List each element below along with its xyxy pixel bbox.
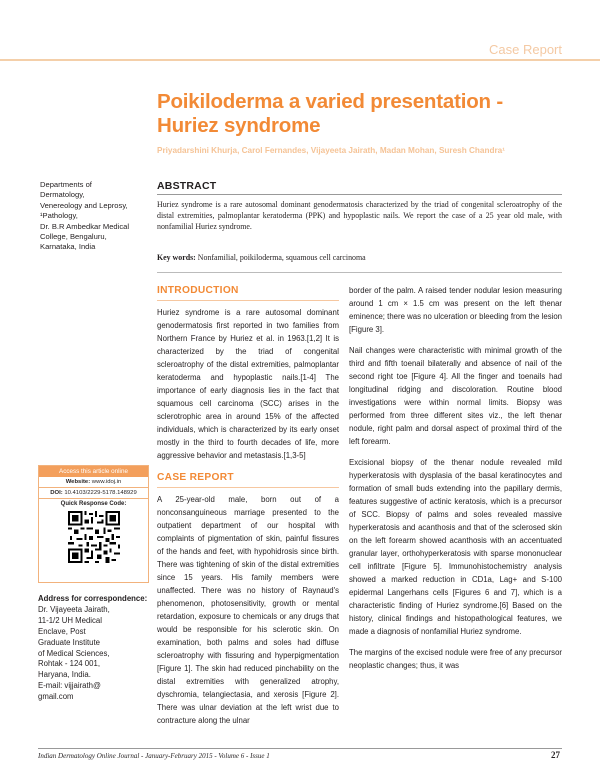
website-label: Website: (65, 479, 91, 485)
affiliation-line: Venereology and Leprosy, (40, 200, 128, 210)
footer-divider (38, 748, 562, 749)
doi-link[interactable]: 10.4103/2229-5178.148929 (62, 490, 137, 496)
doi-label: DOI: (50, 490, 63, 496)
keywords-values: Nonfamilial, poikiloderma, squamous cell carcinoma (195, 253, 366, 262)
right-text-column (349, 284, 562, 680)
case-report-heading: CASE REPORT (157, 472, 234, 483)
affiliation-line: Dermatology, (40, 190, 85, 200)
correspondence-line: Haryana, India. (38, 670, 91, 680)
case-report-column (157, 493, 339, 735)
affiliation-line: ¹Pathology, (40, 211, 78, 221)
journal-footer: Indian Dermatology Online Journal - January-February 2015 - Volume 6 - Issue 1 (38, 752, 270, 760)
case-report-divider (157, 487, 339, 488)
article-type-label: Case Report (489, 42, 562, 57)
affiliation-line: Departments of (40, 180, 92, 189)
correspondence-block (38, 594, 148, 703)
correspondence-line: Enclave, Post (38, 626, 86, 636)
access-online-box (38, 465, 149, 583)
introduction-paragraph: Huriez syndrome is a rare autosomal dominant genodermatosis first reported in two families from Northern France by Huriez et al. in 1963.[1,2] It is characterized by the triad of congenital scleroatrophy of the distal extremities, palmoplantar keratoderma and hypoplastic nails.[1-4] The importance of early diagnosis lies in the fact that squamous cell carcinoma (SCC) arises in the sclerotrophic area in around 15% of the affected individuals, which is characterized by its early onset mostly in the third to fourth decades of life, more aggressive behavior and metastasis.[1,3-5] (157, 308, 339, 460)
affiliation-line: Karnataka, India (40, 242, 96, 252)
body-paragraph: Excisional biopsy of the thenar nodule revealed mild hyperkeratosis with dysplasia of the basal keratinocytes and formation of small buds extending into the papillary dermis, features suggestive of actinic keratosis, which is a precursor of SCC. Biopsy of palms and soles revealed massive hyperkeratosis and acanthosis and that of the sclerosed skin on the left forearm showed acanthosis with an accentuated granular layer, orthohyperkeratosis with sparse mononuclear cell infiltrate [Figure 5]. Immunohistochemistry analysis showed a marked reduction in CD1a, Lag+ and S-100 epidermal Langerhans cells [Figures 6 and 7], which is a characteristic finding of Huriez syndrome.[6] Based on the history, clinical findings and histopathological features, we made a diagnosis of nonfamilial Huriez syndrome. (349, 458, 562, 636)
qr-code-icon[interactable] (68, 511, 120, 563)
affiliation-line: Dr. B.R Ambedkar Medical (40, 221, 130, 231)
article-title: Poikiloderma a varied presentation - Huriez syndrome (157, 90, 503, 137)
introduction-heading: INTRODUCTION (157, 285, 239, 296)
abstract-text: Huriez syndrome is a rare autosomal dominant genodermatosis characterized by the triad of congenital scleroatrophy of the distal extremities, palmoplantar keratoderma (PPK) and hypoplastic nails. We report the case of a 25 year old male, with nonfamilial Huriez syndrome. (157, 200, 562, 232)
website-line (39, 477, 148, 488)
body-paragraph: border of the palm. A raised tender nodular lesion measuring around 1 cm × 1.5 cm was present on the left thenar eminence; there was no ulceration or bleeding from the lesion [Figure 3]. (349, 286, 562, 334)
correspondence-email[interactable]: gmail.com (38, 692, 74, 702)
affiliation-block (40, 180, 150, 253)
abstract-heading: ABSTRACT (157, 180, 217, 192)
keywords-line (157, 253, 562, 262)
body-paragraph: Nail changes were characteristic with minimal growth of the third and fifth toenail bilaterally and absence of nail of the second right toe [Figure 4]. All the finger and toenails had longitudinal ridging and discoloration. Routine blood investigations were within normal limits. Biopsy was performed from three different sites viz., the left thenar nodule, right palm and dorsal aspect of proximal third of the left forearm. (349, 346, 562, 446)
case-report-paragraph: A 25-year-old male, born out of a nonconsanguineous marriage presented to the outpatient department of our hospital with complaints of pigmentation of skin, painful fissures of the hands and feet, with hypohidrosis since birth. There was tightening of skin of the distal extremities since 15 years. His family members were unaffected. There was no history of Raynaud's phenomenon, photosensitivity, growth or mental retardation, exposure to chemicals or any drugs that would be responsible for his sclerotic skin. On examination, both palms and soles had diffuse scleroatrophy with fissuring and hyperpigmentation [Figure 1]. The skin had reduced pinchability on the distal extremities with generalized atrophy, dyschromia, telangiectasia, and xerosis [Figure 2]. There was ulnar deviation at the left wrist due to contracture along the ulnar (157, 495, 339, 725)
correspondence-line: Dr. Vijayeeta Jairath, (38, 604, 110, 614)
keywords-label: Key words: (157, 253, 196, 262)
website-link[interactable]: www.idoj.in (90, 479, 122, 485)
correspondence-line: Graduate Institute (38, 637, 100, 647)
page-number: 27 (551, 750, 560, 760)
introduction-column (157, 306, 339, 470)
header-divider (0, 59, 600, 61)
correspondence-email[interactable]: E-mail: vijjairath@ (38, 681, 101, 691)
correspondence-title: Address for correspondence: (38, 594, 148, 603)
qr-label: Quick Response Code: (60, 501, 127, 507)
doi-line (39, 488, 148, 499)
author-list: Priyadarshini Khurja, Carol Fernandes, Vijayeeta Jairath, Madan Mohan, Suresh Chandra¹ (157, 146, 505, 155)
correspondence-line: 11-1/2 UH Medical (38, 615, 102, 625)
keywords-divider (157, 272, 562, 273)
abstract-divider (157, 194, 562, 195)
body-paragraph: The margins of the excised nodule were free of any precursor neoplastic changes; thus, it was (349, 648, 562, 670)
affiliation-line: College, Bengaluru, (40, 232, 107, 242)
correspondence-line: of Medical Sciences, (38, 648, 110, 658)
correspondence-line: Rohtak - 124 001, (38, 659, 100, 669)
access-heading: Access this article online (39, 466, 148, 477)
introduction-divider (157, 300, 339, 301)
